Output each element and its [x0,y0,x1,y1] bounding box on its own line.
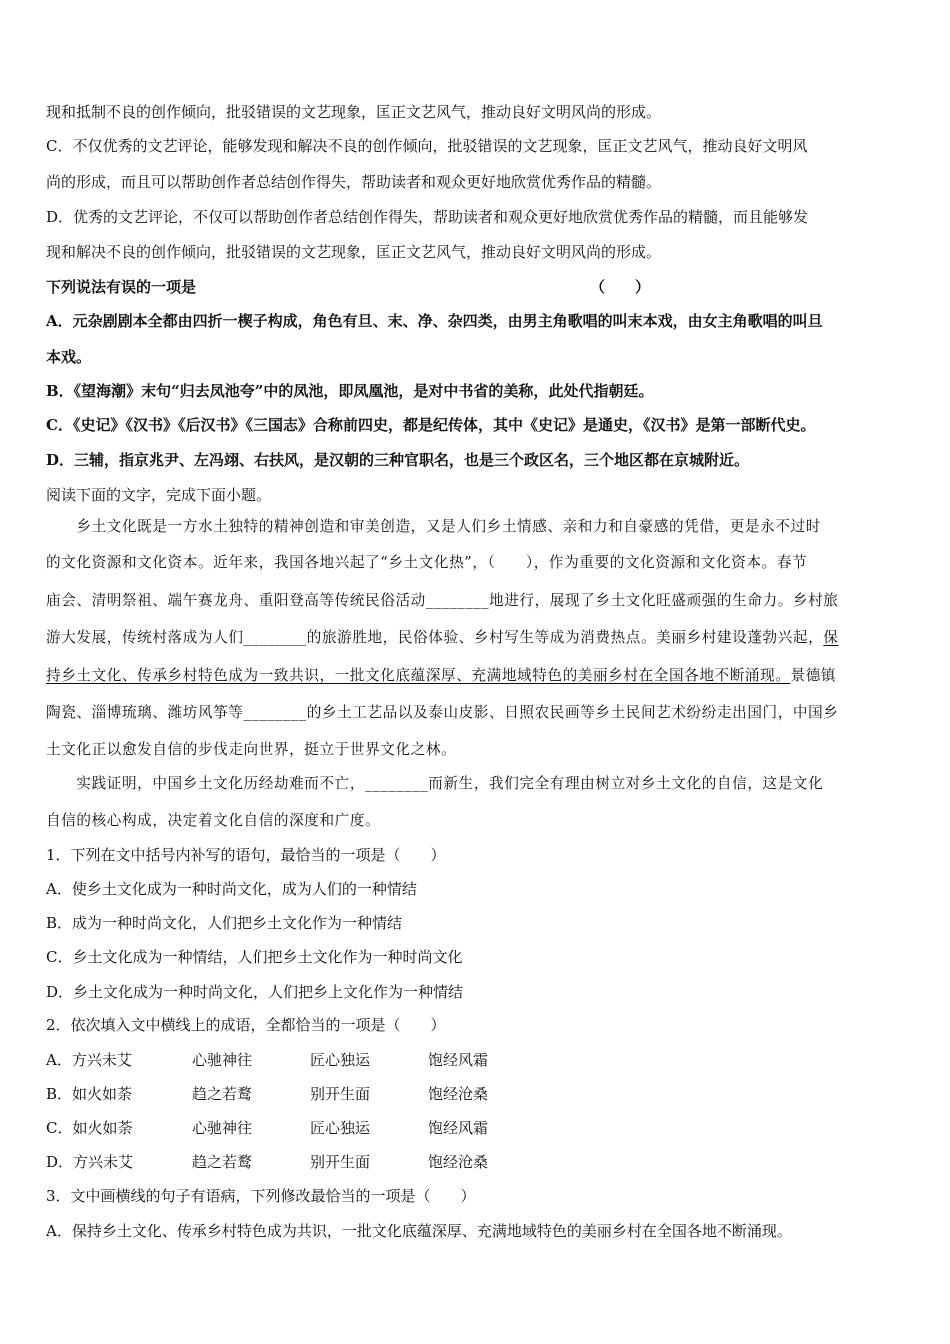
prev-option-c-line2: 尚的形成，而且可以帮助创作者总结创作得失，帮助读者和观众更好地欣赏优秀作品的精髓。 [46,173,662,191]
q2-option-cell: 心驰神往 [192,1051,253,1069]
q2-option-cell: 匠心独运 [310,1119,371,1137]
passage-p1-line6: 陶瓷、淄博琉璃、潍坊风筝等________的乡土工艺品以及泰山皮影、日照农民画等乡土民间艺术纷纷走出国门，中国乡 [46,704,839,721]
passage-p1-line2: 的文化资源和文化资本。近年来，我国各地兴起了“乡土文化热”，（ ），作为重要的文化资源和文化资本。春节 [46,554,808,571]
q2-option-cell: C．如火如荼 [46,1119,133,1137]
passage-p1-line7: 土文化正以愈发自信的步伐走向世界，挺立于世界文化之林。 [46,741,457,758]
prev-option-d-line1: D．优秀的文艺评论，不仅可以帮助创作者总结创作得失，帮助读者和观众更好地欣赏优秀作品的精髓，而且能够发 [46,208,809,226]
q2-option-cell: A．方兴未艾 [46,1051,132,1069]
q2-stem: 2．依次填入文中横线上的成语，全都恰当的一项是（ ） [46,1016,446,1034]
q2-option-cell: 别开生面 [310,1153,371,1171]
q1-stem: 1．下列在文中括号内补写的语句，最恰当的一项是（ ） [46,846,446,864]
q2-option-b [46,1084,546,1104]
passage-p1-line1: 乡土文化既是一方水土独特的精神创造和审美创造，又是人们乡土情感、亲和力和自豪感的凭借，更是永不过时 [46,518,821,535]
q1-option-a: A．使乡土文化成为一种时尚文化，成为人们的一种情结 [46,880,417,898]
underlined-sentence: 持乡土文化、传承乡村特色成为一致共识，一批文化底蕴深厚、充满地域特色的美丽乡村在全国各地不断涌现。 [46,667,791,684]
q2-option-cell: 趋之若鹜 [192,1153,253,1171]
q1-option-d: D．乡土文化成为一种时尚文化，人们把乡上文化作为一种情结 [46,983,464,1001]
q1-option-c: C．乡土文化成为一种情结，人们把乡土文化作为一种时尚文化 [46,948,463,966]
prev-option-c-line1: C．不仅优秀的文艺评论，能够发现和解决不良的创作倾向，批驳错误的文艺现象，匡正文艺风气，推动良好文明风 [46,137,808,155]
q2-option-cell: 饱经沧桑 [428,1153,489,1171]
bold-option-c: C．《史记》《汉书》《后汉书》《三国志》合称前四史，都是纪传体，其中《史记》是通史，《汉书》是第一部断代史。 [46,416,816,434]
q2-option-cell: 饱经沧桑 [428,1085,489,1103]
q2-option-cell: B．如火如荼 [46,1085,133,1103]
q2-option-cell: 别开生面 [310,1085,371,1103]
reading-instruction: 阅读下面的文字，完成下面小题。 [46,486,272,504]
q2-option-cell: 饱经风霜 [428,1051,489,1069]
passage-p1-line4 [46,628,839,648]
passage-p1-line5 [46,666,836,686]
passage-p1-line5-rest: 景德镇 [790,667,837,684]
prev-option-d-line2: 现和解决不良的创作倾向，批驳错误的文艺现象，匡正文艺风气，推动良好文明风尚的形成。 [46,243,662,261]
bold-option-b: B．《望海潮》末句“归去凤池夸”中的凤池，即凤凰池，是对中书省的美称，此处代指朝廷。 [46,382,654,400]
q2-option-cell: 匠心独运 [310,1051,371,1069]
bold-option-a-line2: 本戏。 [46,348,92,366]
passage-p2-line1: 实践证明，中国乡土文化历经劫难而不亡，________而新生，我们完全有理由树立对乡土文化的自信，这是文化 [46,775,824,792]
prev-option-b-cont: 现和抵制不良的创作倾向，批驳错误的文艺现象，匡正文艺风气，推动良好文明风尚的形成。 [46,103,662,121]
q1-option-b: B．成为一种时尚文化，人们把乡土文化作为一种情结 [46,914,403,932]
q3-stem: 3．文中画横线的句子有语病，下列修改最恰当的一项是（ ） [46,1187,476,1205]
q3-option-a: A．保持乡土文化、传承乡村特色成为共识，一批文化底蕴深厚、充满地域特色的美丽乡村在全国各地不断涌现。 [46,1222,792,1240]
underlined-sentence-start: 保 [823,629,839,646]
bold-question-text: 下列说法有误的一项是 [46,278,197,296]
q2-option-cell: 趋之若鹜 [192,1085,253,1103]
bold-question-stem [46,277,196,297]
bold-question-paren: （ ） [590,278,651,296]
q2-option-d [46,1152,546,1172]
passage-p2-line2: 自信的核心构成，决定着文化自信的深度和广度。 [46,812,381,829]
q2-option-cell: D．方兴未艾 [46,1153,134,1171]
q2-option-a [46,1050,546,1070]
bold-option-d: D．三辅，指京兆尹、左冯翊、右扶风，是汉朝的三种官职名，也是三个政区名，三个地区都在京城附近。 [46,451,750,469]
passage-p1-line3: 庙会、清明祭祖、端午赛龙舟、重阳登高等传统民俗活动________地进行，展现了乡土文化旺盛顽强的生命力。乡村旅 [46,592,839,609]
q2-option-cell: 心驰神往 [192,1119,253,1137]
q2-option-cell: 饱经风霜 [428,1119,489,1137]
q2-option-c [46,1118,546,1138]
passage-p1-line4-text: 游大发展，传统村落成为人们________的旅游胜地，民俗体验、乡村写生等成为消费热点。美丽乡村建设蓬勃兴起， [46,629,824,646]
bold-option-a-line1: A．元杂剧剧本全都由四折一楔子构成，角色有旦、末、净、杂四类，由男主角歌唱的叫末本戏，由女主角歌唱的叫旦 [46,312,823,330]
